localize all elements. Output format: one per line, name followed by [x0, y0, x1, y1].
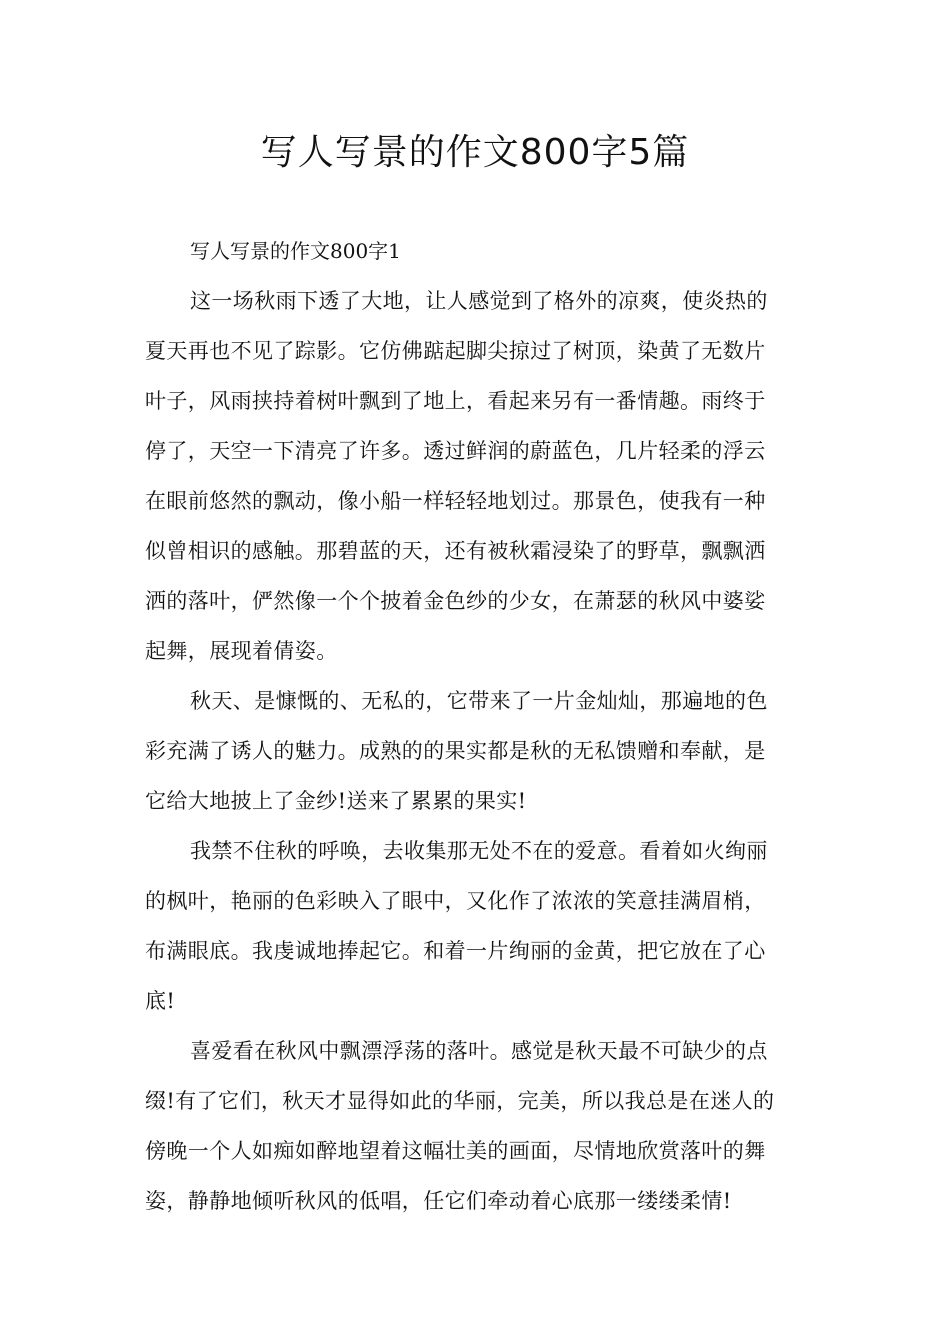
- paragraph-line: 叶子，风雨挟持着树叶飘到了地上，看起来另有一番情趣。雨终于: [145, 389, 766, 413]
- paragraph-line: 喜爱看在秋风中飘漂浮荡的落叶。感觉是秋天最不可缺少的点: [190, 1039, 768, 1063]
- paragraph-line: 布满眼底。我虔诚地捧起它。和着一片绚丽的金黄，把它放在了心: [145, 939, 766, 963]
- section-subheading: 写人写景的作文800字1: [190, 239, 401, 263]
- paragraph-line: 在眼前悠然的飘动，像小船一样轻轻地划过。那景色，使我有一种: [145, 489, 766, 513]
- paragraph-line: 这一场秋雨下透了大地，让人感觉到了格外的凉爽，使炎热的: [190, 289, 768, 313]
- paragraph-1: [145, 276, 807, 676]
- paragraph-line: 它给大地披上了金纱!送来了累累的果实!: [145, 789, 527, 813]
- paragraph-line: 彩充满了诱人的魅力。成熟的的果实都是秋的无私馈赠和奉献，是: [145, 739, 766, 763]
- paragraph-line: 傍晚一个人如痴如醉地望着这幅壮美的画面，尽情地欣赏落叶的舞: [145, 1139, 766, 1163]
- paragraph-4: [145, 1026, 807, 1226]
- document-title: 写人写景的作文800字5篇: [260, 132, 690, 173]
- paragraph-line: 秋天、是慷慨的、无私的，它带来了一片金灿灿，那遍地的色: [190, 689, 768, 713]
- paragraph-line: 姿，静静地倾听秋风的低唱，任它们牵动着心底那一缕缕柔情!: [145, 1189, 732, 1213]
- paragraph-line: 的枫叶，艳丽的色彩映入了眼中，又化作了浓浓的笑意挂满眉梢，: [145, 889, 766, 913]
- document-body: [145, 226, 807, 1226]
- paragraph-line: 洒的落叶，俨然像一个个披着金色纱的少女，在萧瑟的秋风中婆娑: [145, 589, 766, 613]
- paragraph-line: 我禁不住秋的呼唤，去收集那无处不在的爱意。看着如火绚丽: [190, 839, 768, 863]
- paragraph-line: 似曾相识的感触。那碧蓝的天，还有被秋霜浸染了的野草，飘飘洒: [145, 539, 766, 563]
- paragraph-line: 夏天再也不见了踪影。它仿佛踮起脚尖掠过了树顶，染黄了无数片: [145, 339, 766, 363]
- paragraph-3: [145, 826, 807, 1026]
- paragraph-line: 缀!有了它们，秋天才显得如此的华丽，完美，所以我总是在迷人的: [145, 1089, 775, 1113]
- paragraph-line: 停了，天空一下清亮了许多。透过鲜润的蔚蓝色，几片轻柔的浮云: [145, 439, 766, 463]
- paragraph-line: 底!: [145, 989, 176, 1013]
- paragraph-2: [145, 676, 807, 826]
- paragraph-line: 起舞，展现着倩姿。: [145, 639, 338, 663]
